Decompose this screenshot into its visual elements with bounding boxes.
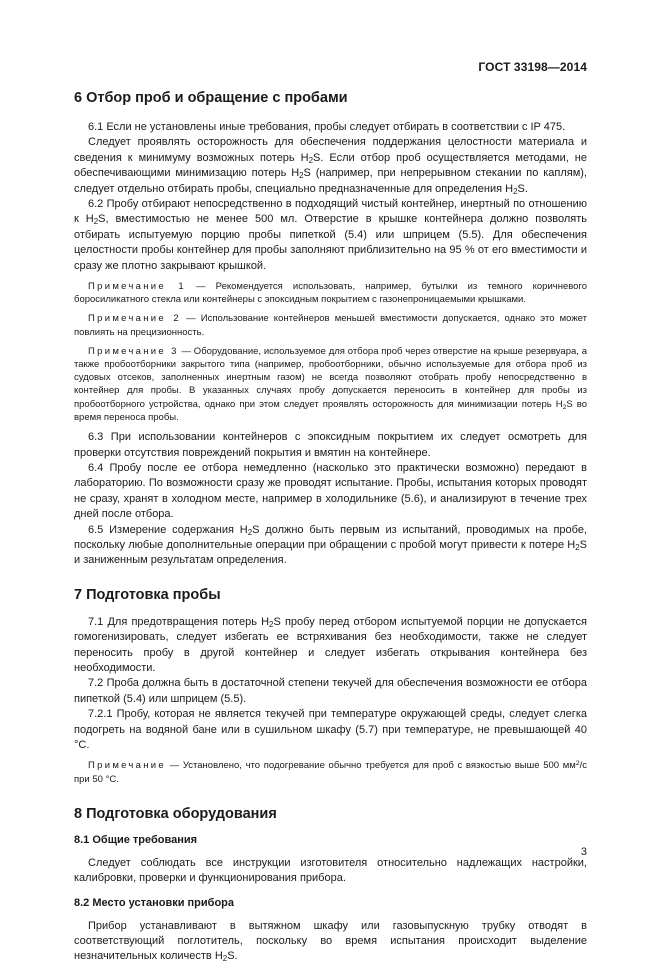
para-8-1: Следует соблюдать все инструкции изготовителя относительно надлежащих настройки, калибровки, проверки и функционирования прибора. [74,856,587,885]
para-6-4: 6.4 Пробу после ее отбора немедленно (насколько это практически возможно) передают в лабораторию. По возможности сразу же проводят испытание. Пробы, испытания которых проводят не сразу, хранят в холодном месте, например в холодильнике (5.6), и анализируют в течение трех дней после отбора. [74,461,587,521]
para-8-2: Прибор устанавливают в вытяжном шкафу или газовыпускную трубку отводят в соответствующий поглотитель, поскольку во время испытания происходит выделение незначительных количеств $H_2S$. [74,919,587,964]
note-6-2: Примечание 2 — Использование контейнеров меньшей вместимости допускается, однако это может повлиять на прецизионность. [74,313,587,338]
standard-header: ГОСТ 33198—2014 [478,60,587,74]
section-6-title: 6 Отбор проб и обращение с пробами [74,90,348,106]
section-8-title: 8 Подготовка оборудования [74,805,277,822]
subsection-8-1-title: 8.1 Общие требования [74,833,198,846]
para-6-3: 6.3 При использовании контейнеров с эпоксидным покрытием их следует осмотреть для проверки отсутствия повреждений покрытия и вмятин на контейнере. [74,431,587,459]
page-content [74,90,587,965]
page-number: 3 [580,846,587,858]
note-7: Примечание — Установлено, что подогревание обычно требуется для проб с вязкостью выше 500 $мм^2/с$ при 50 °С. [74,760,587,785]
para-6-1-b: Следует проявлять осторожность для обеспечения поддержания целостности материала и сведения к минимуму возможных потерь $H_2S$. Если отбор проб осуществляется методами, не обеспечивающими минимизацию потерь $H_2S$ (например, при непрерывном стекании по каплям), следует отдельно отбирать пробы, специально предназначенные для определения $H_2S$. [74,136,588,196]
note-6-3: Примечание 3 — Оборудование, используемое для отбора проб через отверстие на крыше резервуара, а также пробоотборники закрытого типа (например, пробоотборники, обычно используемые для отбора проб из судовых отсеков, заполненных инертным газом) не всегда позволяют отобрать пробу непосредственно в контейнер для пробы. В указанных случаях пробу допускается переносить в контейнер для пробы из пробоотборного устройства, однако при этом следует проявлять осторожность для минимизации потерь $H_2S$ во время переноса пробы. [74,345,587,423]
para-6-1: 6.1 Если не установлены иные требования, пробы следует отбирать в соответствии с IP 475. [88,121,566,133]
para-7-1: 7.1 Для предотвращения потерь $H_2S$ пробу перед отбором испытуемой порции не допускается гомогенизировать, следует избегать ее встряхивания без необходимости, также не следует переносить пробу в другой контейнер и следует избегать открывания контейнера без необходимости. [74,615,587,674]
para-7-2: 7.2 Проба должна быть в достаточной степени текучей для обеспечения возможности ее отбора пипеткой (5.4) или шприцем (5.5). [74,677,587,705]
note-6-1: Примечание 1 — Рекомендуется использовать, например, бутылки из темного коричневого боросиликатного стекла или контейнеры с эпоксидным покрытием с газонепроницаемыми крышками. [74,281,587,306]
subsection-8-2-title: 8.2 Место установки прибора [74,896,235,909]
section-7-title: 7 Подготовка пробы [74,586,221,603]
para-6-5: 6.5 Измерение содержания $H_2S$ должно быть первым из испытаний, проводимых на пробе, поскольку любые дополнительные операции при обращении с пробой могут привести к потере $H_2S$ и заниженным результатам определения. [74,523,587,567]
para-7-2-1: 7.2.1 Пробу, которая не является текучей при температуре окружающей среды, следует слегка подогреть на водяной бане или в сушильном шкафу (5.7) при температуре, не превышающей 40 °С. [74,708,587,751]
para-6-2: 6.2 Пробу отбирают непосредственно в подходящий чистый контейнер, инертный по отношению к $H_2S$, вместимостью не менее 500 мл. Отверстие в крышке контейнера должно позволять отбирать испытуемую порцию пробы пипеткой (5.4) или шприцем (5.5). Для обеспечения целостности пробы контейнер для пробы заполняют приблизительно на 95 % от его вместимости и сразу же плотно закрывают крышкой. [74,198,588,272]
